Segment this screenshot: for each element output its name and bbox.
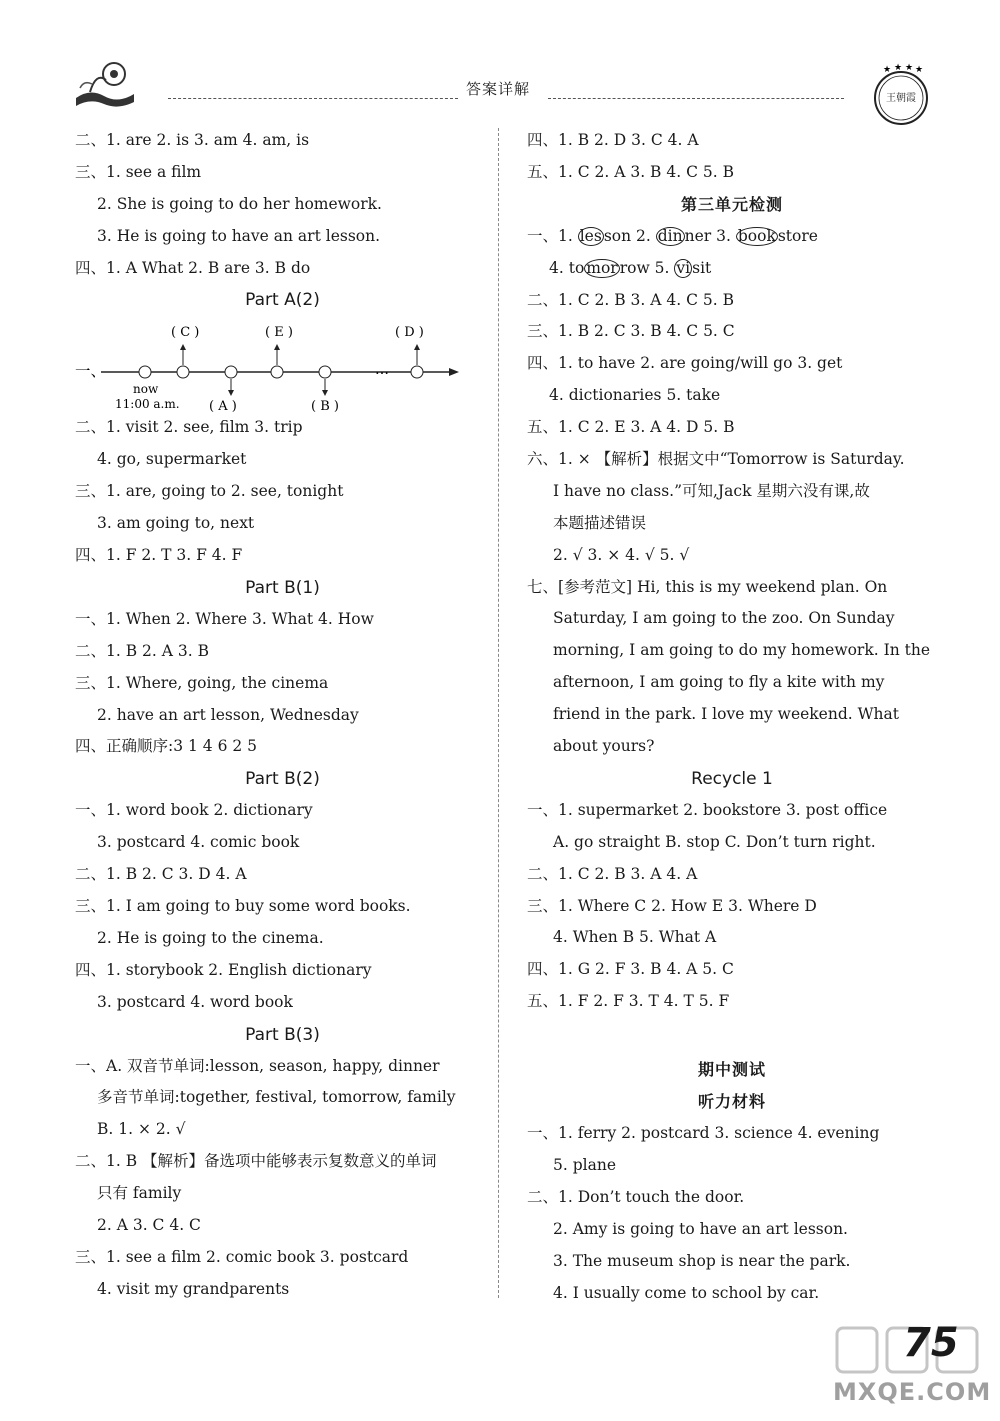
answer-line: 一、1. supermarket 2. bookstore 3. post office	[527, 800, 888, 819]
answer-line: 本题描述错误	[553, 513, 647, 532]
answer-line: 二、1. C 2. B 3. A 4. A	[527, 864, 698, 883]
right-column	[527, 125, 937, 1310]
timeline-time: 11:00 a.m.	[115, 397, 180, 412]
sample-essay-line: morning, I am going to do my homework. In the	[553, 641, 931, 660]
answer-line: 一、1. ferry 2. postcard 3. science 4. evening	[527, 1124, 880, 1143]
section-title-part-b3: Part B(3)	[245, 1024, 320, 1045]
answer-line: 六、1. × 【解析】根据文中“Tomorrow is Saturday.	[527, 450, 905, 469]
answer-line: 四、正确顺序:3 1 4 6 2 5	[75, 737, 258, 756]
timeline-ellipsis: …	[375, 362, 389, 379]
timeline-now: now	[133, 382, 159, 397]
answer-line: B. 1. × 2. √	[97, 1120, 186, 1139]
answer-line: 四、1. G 2. F 3. B 4. A 5. C	[527, 960, 734, 979]
answer-line: 三、1. I am going to buy some word books.	[75, 897, 411, 916]
watermark-text: MXQE.COM	[833, 1378, 992, 1406]
timeline-node	[411, 366, 423, 378]
answer-line: 2. have an art lesson, Wednesday	[97, 705, 359, 724]
answer-line: 四、1. to have 2. are going/will go 3. get	[527, 354, 843, 373]
timeline-label-e: ( E )	[265, 325, 293, 341]
sample-essay-line: Saturday, I am going to the zoo. On Sunday	[553, 609, 895, 628]
answer-line: 二、1. visit 2. see, film 3. trip	[75, 418, 303, 437]
answer-line: 二、1. B 【解析】备选项中能够表示复数意义的单词	[75, 1152, 437, 1171]
answer-line: 2. Amy is going to have an art lesson.	[553, 1219, 848, 1238]
timeline-node	[319, 366, 331, 378]
answer-line: 3. postcard 4. comic book	[97, 833, 300, 852]
mascot-logo-icon	[70, 58, 140, 110]
answer-line: 五、1. C 2. A 3. B 4. C 5. B	[527, 162, 734, 181]
circled-syllable: book	[737, 226, 776, 245]
column-divider	[498, 128, 499, 1298]
answer-line: 4. go, supermarket	[97, 450, 247, 469]
sample-essay-line: afternoon, I am going to fly a kite with my	[553, 673, 885, 692]
answer-line: 4. visit my grandparents	[97, 1279, 290, 1298]
timeline-arrowhead	[449, 368, 459, 376]
section-title-recycle1: Recycle 1	[691, 768, 773, 789]
answer-line: 三、1. B 2. C 3. B 4. C 5. C	[527, 322, 735, 341]
answer-line: 4. When B 5. What A	[553, 928, 717, 947]
answer-line: 多音节单词:together, festival, tomorrow, family	[97, 1088, 456, 1107]
sample-essay-line: 七、[参考范文] Hi, this is my weekend plan. On	[527, 577, 888, 596]
answer-line: 3. am going to, next	[97, 514, 255, 533]
answer-line: A. go straight B. stop C. Don’t turn right.	[553, 832, 876, 851]
answer-line: 一、1. word book 2. dictionary	[75, 801, 313, 820]
circled-syllable: mor	[586, 258, 618, 277]
header-title: 答案详解	[466, 80, 531, 98]
answer-line: 二、1. C 2. B 3. A 4. C 5. B	[527, 290, 734, 309]
answer-line: 三、1. Where C 2. How E 3. Where D	[527, 896, 817, 915]
answer-line: 五、1. C 2. E 3. A 4. D 5. B	[527, 418, 735, 437]
timeline-node-now	[139, 366, 151, 378]
answer-line: 2. She is going to do her homework.	[97, 194, 382, 213]
answer-line: 只有 family	[97, 1184, 182, 1203]
svg-text:★: ★	[883, 65, 892, 75]
answer-line: 四、1. F 2. T 3. F 4. F	[75, 546, 243, 565]
section-title-part-b2: Part B(2)	[245, 769, 320, 790]
answer-line: 二、1. B 2. C 3. D 4. A	[75, 865, 247, 884]
answer-line: 四、1. B 2. D 3. C 4. A	[527, 131, 699, 149]
timeline-prefix: 一、	[75, 362, 107, 381]
answer-line: 一、A. 双音节单词:lesson, season, happy, dinner	[75, 1056, 440, 1075]
timeline-node	[225, 366, 237, 378]
answer-line: I have no class.”可知,Jack 星期六没有课,故	[553, 481, 870, 500]
answer-line: 3. postcard 4. word book	[97, 992, 293, 1011]
answer-line: 2. A 3. C 4. C	[97, 1216, 201, 1235]
timeline-node	[271, 366, 283, 378]
timeline-label-a: ( A )	[209, 399, 237, 413]
answer-line: 三、1. are, going to 2. see, tonight	[75, 482, 344, 501]
section-title-part-b1: Part B(1)	[245, 577, 320, 598]
answer-line: 5. plane	[553, 1156, 616, 1175]
header-rule-right	[548, 98, 844, 99]
answer-line: 三、1. Where, going, the cinema	[75, 673, 329, 692]
answer-line: 五、1. F 2. F 3. T 4. T 5. F	[527, 992, 730, 1011]
timeline-label-c: ( C )	[171, 325, 200, 341]
timeline-label-b: ( B )	[311, 399, 339, 413]
sample-essay-line: about yours?	[553, 737, 655, 756]
svg-text:★: ★	[894, 63, 903, 73]
answer-line: 3. He is going to have an art lesson.	[97, 226, 381, 245]
header-rule-left	[168, 98, 458, 99]
answer-line: 4. I usually come to school by car.	[553, 1283, 820, 1302]
sample-essay-line: friend in the park. I love my weekend. What	[553, 705, 900, 724]
answer-line: 2. √ 3. × 4. √ 5. √	[553, 545, 690, 564]
answer-line: 四、1. A What 2. B are 3. B do	[75, 258, 311, 277]
syllable-answer-line: 一、1. les son 2. din ner 3. book store	[527, 226, 818, 245]
answer-line: 4. dictionaries 5. take	[549, 386, 721, 405]
left-column	[75, 125, 490, 1306]
spacer	[527, 1018, 937, 1054]
answer-line: 二、1. Don’t touch the door.	[527, 1187, 745, 1206]
timeline-diagram	[75, 316, 490, 412]
section-title-midterm: 期中测试	[697, 1060, 766, 1080]
answer-line: 二、1. B 2. A 3. B	[75, 641, 209, 660]
answer-line: 四、1. storybook 2. English dictionary	[75, 960, 372, 979]
badge-text: 王朝霞	[886, 93, 916, 104]
answer-line: 2. He is going to the cinema.	[97, 928, 324, 947]
section-title-listening: 听力材料	[697, 1092, 766, 1112]
page-number: 75	[903, 1320, 959, 1366]
circled-syllable: les	[579, 226, 602, 245]
answer-line: 三、1. see a film	[75, 162, 202, 181]
answer-line: 一、1. When 2. Where 3. What 4. How	[75, 609, 374, 628]
circled-syllable: vi	[676, 258, 691, 277]
answer-line: 二、1. are 2. is 3. am 4. am, is	[75, 131, 310, 149]
syllable-answer-line: 4. to mor row 5. vi sit	[549, 258, 712, 277]
page-header	[0, 0, 1000, 120]
timeline-node	[177, 366, 189, 378]
svg-text:★: ★	[915, 65, 924, 75]
svg-text:★: ★	[905, 63, 914, 73]
answer-line: 3. The museum shop is near the park.	[553, 1251, 851, 1270]
section-title-unit3-test: 第三单元检测	[680, 194, 783, 214]
circled-syllable: din	[657, 226, 683, 245]
answer-line: 三、1. see a film 2. comic book 3. postcard	[75, 1247, 409, 1266]
timeline-label-d: ( D )	[395, 325, 424, 341]
section-title-part-a2: Part A(2)	[245, 290, 320, 311]
